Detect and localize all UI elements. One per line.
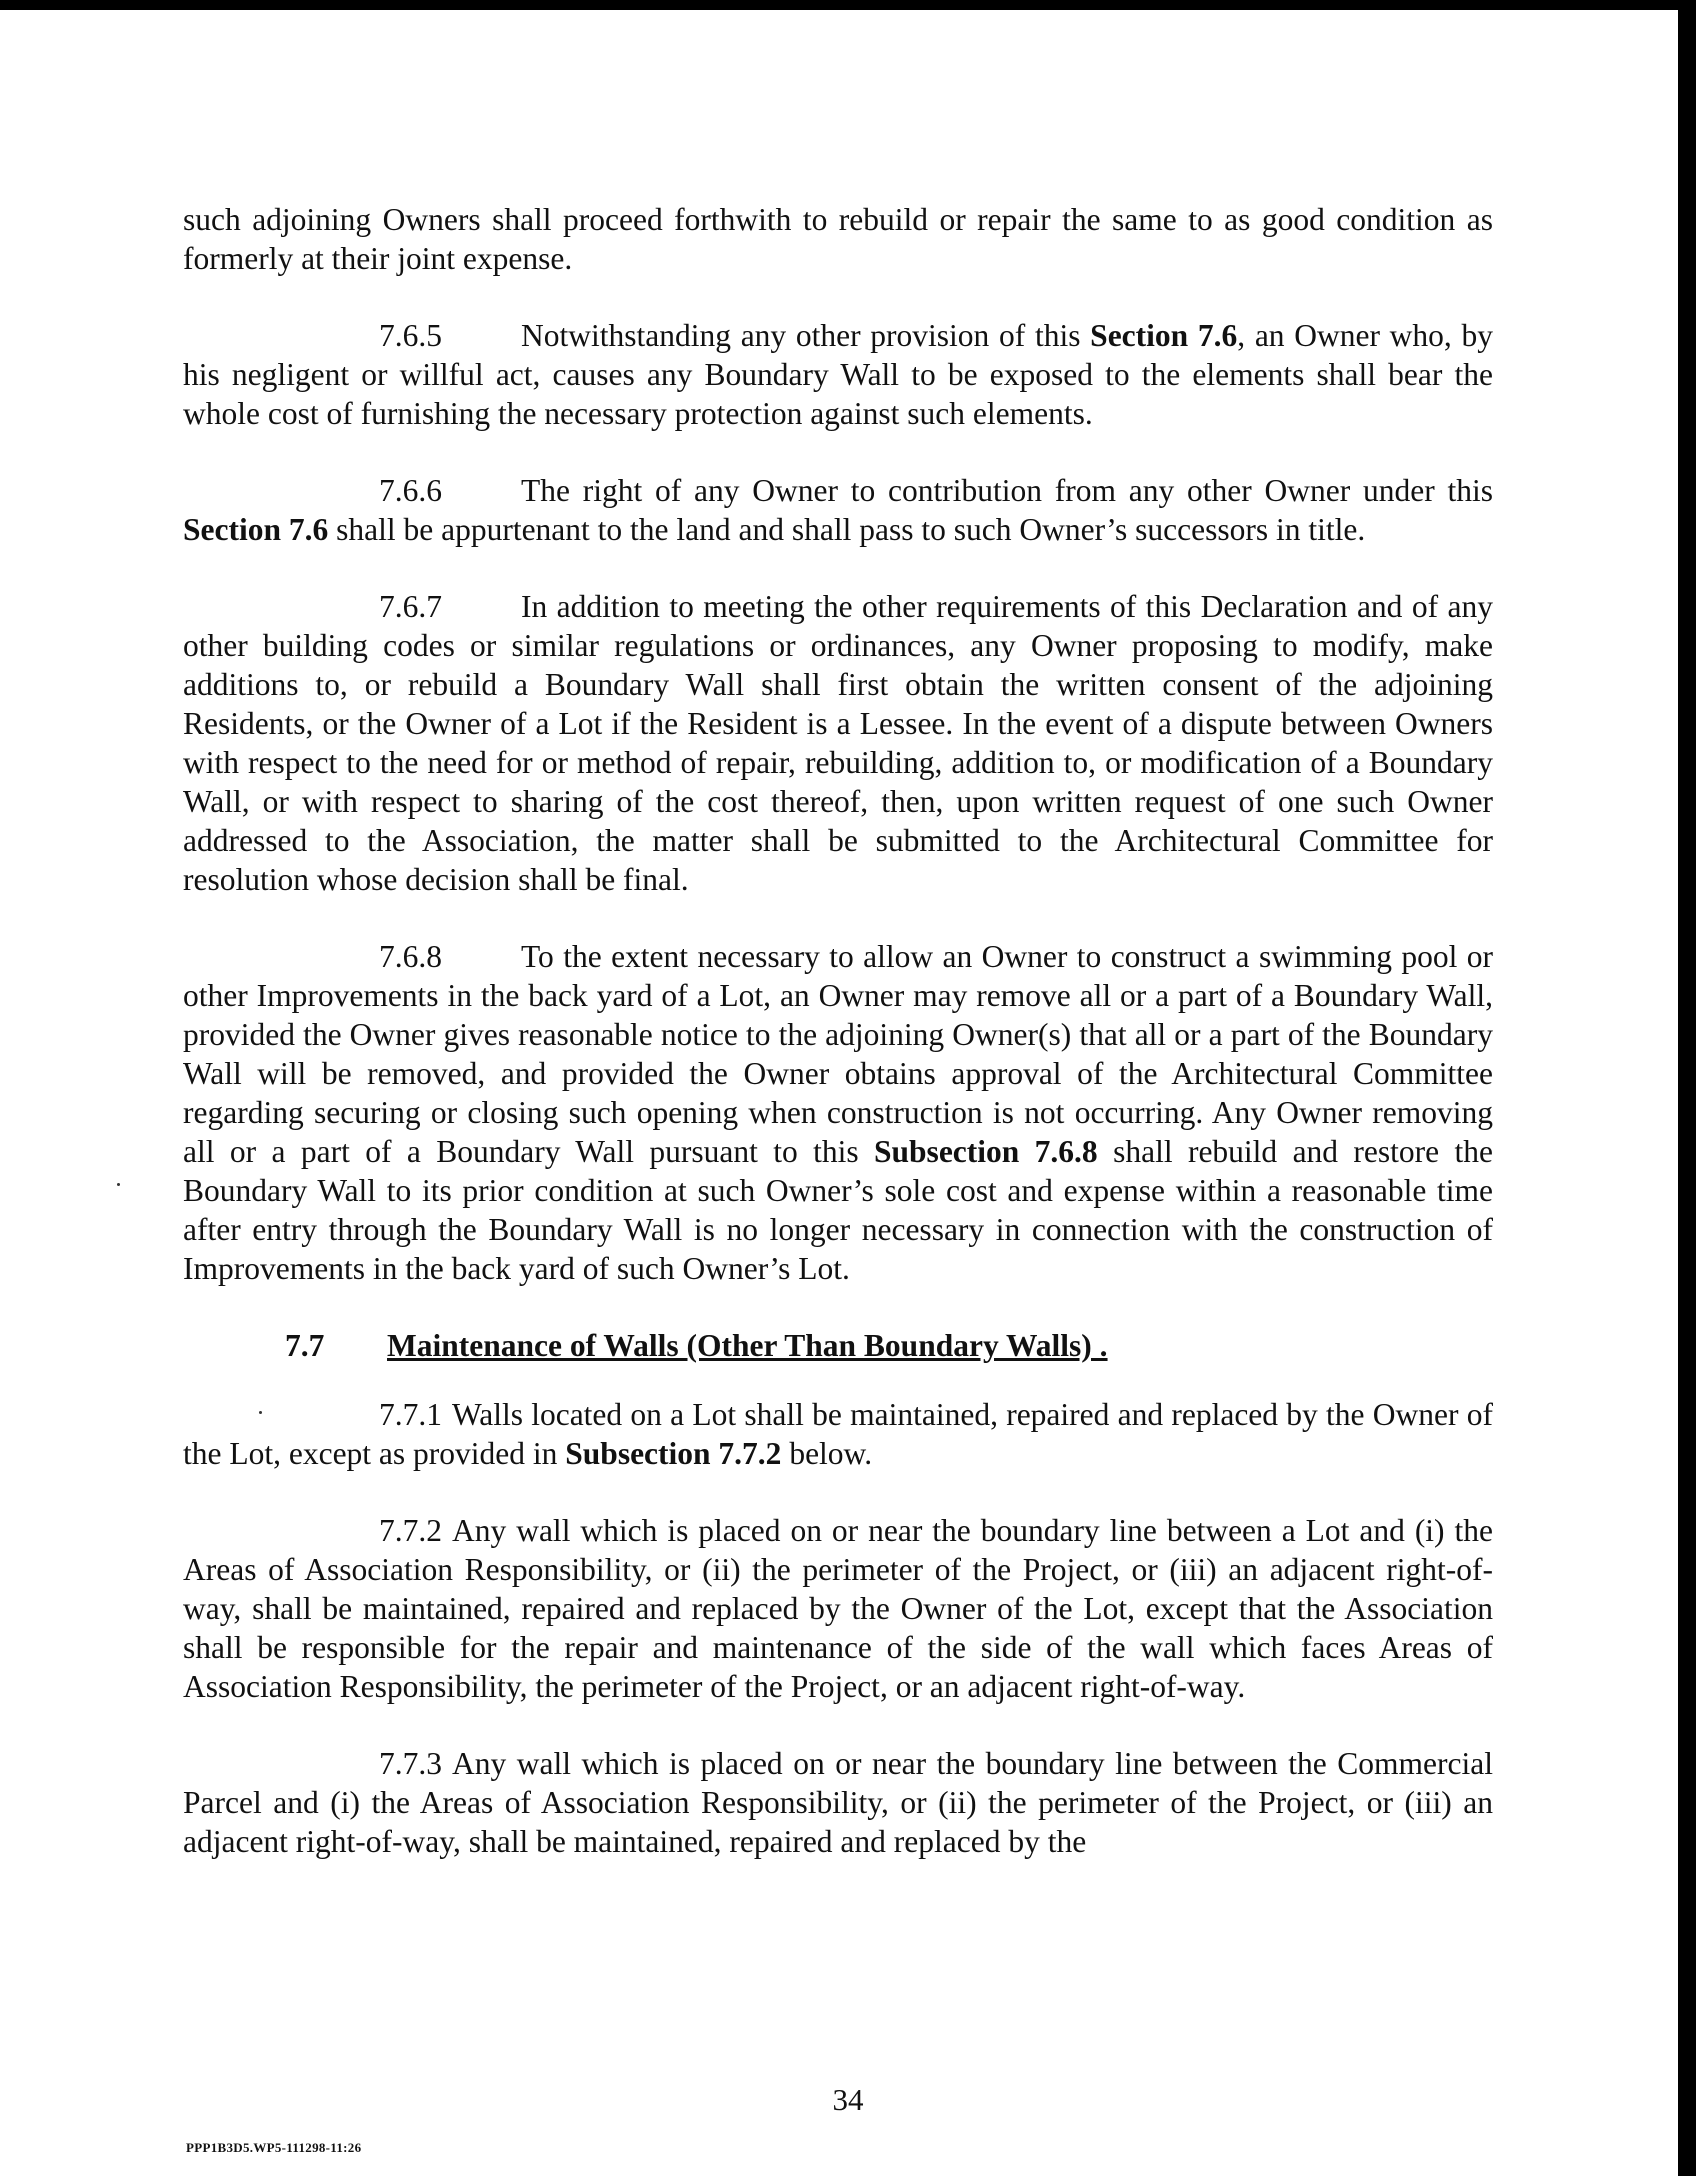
paragraph-text: Any wall which is placed on or near the boundary line between the Commercial Parcel and (i) the Areas of Association Responsibility, or (ii) the perimeter of the Project, or (iii) an adjacent right-of-way, shall be maintained, repaired and replaced by the	[183, 1746, 1493, 1859]
scan-speck	[117, 1183, 120, 1186]
section-title: Maintenance of Walls (Other Than Boundary Walls) .	[387, 1328, 1108, 1363]
paragraph-text: Notwithstanding any other provision of this	[521, 318, 1091, 353]
document-page	[183, 200, 1493, 1899]
paragraph-text: shall be appurtenant to the land and shall pass to such Owner’s successors in title.	[328, 512, 1366, 547]
paragraph-text: Walls located on a Lot shall be maintained, repaired and replaced by the Owner of the Lot, except as provided in	[183, 1397, 1493, 1471]
paragraph-number: 7.6.8	[379, 939, 442, 974]
paragraph-7-6-5	[183, 316, 1493, 433]
paragraph-text: To the extent necessary to allow an Owner to construct a swimming pool or other Improvements in the back yard of a Lot, an Owner may remove all or a part of a Boundary Wall, provided the Owner gives reasonable notice to the adjoining Owner(s) that all or a part of the Boundary Wall will be removed, and provided the Owner obtains approval of the Architectural Committee regarding securing or closing such opening when construction is not occurring. Any Owner removing all or a part of a Boundary Wall pursuant to this	[183, 939, 1493, 1169]
document-id: PPP1B3D5.WP5-111298-11:26	[186, 2140, 362, 2155]
paragraph-number: 7.6.7	[379, 589, 442, 624]
section-reference: Section 7.6	[1090, 318, 1238, 353]
section-reference: Section 7.6	[183, 512, 329, 547]
paragraph-number: 7.7.2	[379, 1513, 442, 1548]
paragraph-text: , an Owner who, by his negligent or willful act, causes any Boundary Wall to be exposed to the elements shall bear the whole cost of furnishing the necessary protection against such elements.	[183, 318, 1494, 431]
paragraph-7-7-1	[183, 1395, 1493, 1473]
paragraph-text: shall rebuild and restore the Boundary Wall to its prior condition at such Owner’s sole cost and expense within a reasonable time after entry through the Boundary Wall is no longer necessary in connection with the construction of Improvements in the back yard of such Owner’s Lot.	[183, 1134, 1494, 1286]
paragraph-number: 7.6.5	[379, 318, 442, 353]
scan-top-border	[0, 0, 1696, 10]
section-reference: Subsection 7.6.8	[874, 1134, 1098, 1169]
paragraph-7-7-2	[183, 1511, 1493, 1706]
section-reference: Subsection 7.7.2	[565, 1436, 782, 1471]
paragraph-text: such adjoining Owners shall proceed forthwith to rebuild or repair the same to as good condition as formerly at their joint expense.	[183, 202, 1493, 276]
scan-right-border	[1678, 0, 1696, 2176]
paragraph-7-6-8	[183, 937, 1493, 1288]
paragraph-text: Any wall which is placed on or near the boundary line between a Lot and (i) the Areas of Association Responsibility, or (ii) the perimeter of the Project, or (iii) an adjacent right-of-way, shall be maintained, repaired and replaced by the Owner of the Lot, except that the Association shall be responsible for the repair and maintenance of the side of the wall which faces Areas of Association Responsibility, the perimeter of the Project, or an adjacent right-of-way.	[183, 1513, 1493, 1704]
paragraph-text: below.	[781, 1436, 873, 1471]
paragraph-text: The right of any Owner to contribution from any other Owner under this	[521, 473, 1493, 508]
paragraph-continuation	[183, 200, 1493, 278]
paragraph-text: In addition to meeting the other requirements of this Declaration and of any other building codes or similar regulations or ordinances, any Owner proposing to modify, make additions to, or rebuild a Boundary Wall shall first obtain the written consent of the adjoining Residents, or the Owner of a Lot if the Resident is a Lessee. In the event of a dispute between Owners with respect to the need for or method of repair, rebuilding, addition to, or modification of a Boundary Wall, or with respect to sharing of the cost thereof, then, upon written request of one such Owner addressed to the Association, the matter shall be submitted to the Architectural Committee for resolution whose decision shall be final.	[183, 589, 1493, 897]
paragraph-7-7-3	[183, 1744, 1493, 1861]
page-number: 34	[832, 2082, 864, 2117]
paragraph-number: 7.7.1	[379, 1397, 442, 1432]
paragraph-number: 7.7.3	[379, 1746, 442, 1781]
section-number: 7.7	[285, 1328, 325, 1363]
paragraph-number: 7.6.6	[379, 473, 442, 508]
section-heading-7-7	[183, 1326, 1493, 1365]
paragraph-7-6-6	[183, 471, 1493, 549]
paragraph-7-6-7	[183, 587, 1493, 899]
